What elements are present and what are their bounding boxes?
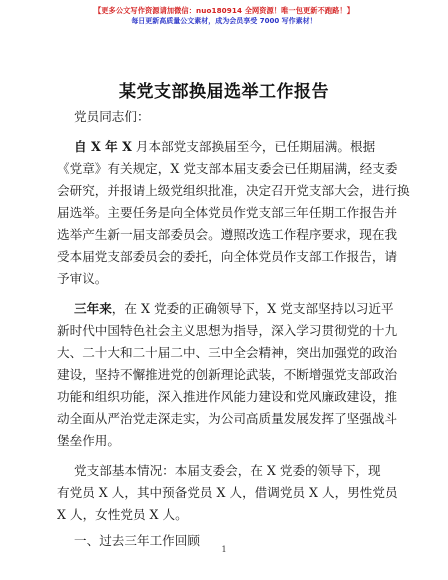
paragraph-1-line-5: 选举产生新一届支部委员会。遵照改选工作程序要求，现在我	[57, 227, 398, 242]
promo-banner-sub: 每日更新高质量公文素材，成为会员享受 7000 写作素材！	[131, 17, 317, 25]
paragraph-1-line-1-rest: 月本部党支部换届至今，已任期届满。根据	[131, 139, 376, 154]
paragraph-3-line-1: 党支部基本情况：本届支委会，在 X 党委的领导下，现	[74, 463, 381, 478]
paragraph-2-line-6: 动全面从严治党走深走实，为公司高质量发展发挥了坚强战斗	[57, 411, 398, 426]
paragraph-2-line-3: 大、二十大和二十届二中、三中全会精神，突出加强党的政治	[57, 345, 398, 360]
paragraph-1-line-3: 会研究，并报请上级党组织批准，决定召开党支部大会，进行换	[57, 183, 410, 198]
paragraph-3-line-3: X 人，女性党员 X 人。	[57, 507, 188, 522]
paragraph-1-line-1	[74, 141, 375, 154]
paragraph-1-lead: 自 X 年 X	[74, 139, 132, 154]
paragraph-2-line-2: 新时代中国特色社会主义思想为指导，深入学习贯彻党的十九	[57, 323, 398, 338]
paragraph-2-line-7: 堡垒作用。	[57, 433, 120, 448]
section-heading: 一、过去三年工作回顾	[74, 533, 200, 548]
paragraph-2-line-1-rest: ，在 X 党委的正确领导下，X 党支部坚持以习近平	[111, 301, 394, 316]
salutation: 党员同志们：	[74, 109, 150, 124]
paragraph-1-line-2: 《党章》有关规定，X 党支部本届支委会已任期届满，经支委	[57, 161, 398, 176]
paragraph-2-line-4: 建设，坚持不懈推进党的创新理论武装，不断增强党支部政治	[57, 367, 398, 382]
paragraph-1-line-4: 届选举。主要任务是向全体党员作党支部三年任期工作报告并	[57, 205, 398, 220]
paragraph-3-line-2: 有党员 X 人，其中预备党员 X 人，借调党员 X 人，男性党员	[57, 485, 398, 500]
paragraph-2-lead: 三年来	[74, 301, 112, 316]
paragraph-1-line-6: 受本届党支部委员会的委托，向全体党员作支部工作报告，请	[57, 249, 398, 264]
promo-banner-top: 【更多公文写作资源请加微信：nuo180914 全网资源！唯一包更新不跑路！】	[93, 6, 355, 15]
paragraph-2-line-5: 功能和组织功能，深入推进作风能力建设和党风廉政建设，推	[57, 389, 398, 404]
page-number: 1	[221, 545, 227, 554]
paragraph-2-line-1	[74, 303, 394, 316]
paragraph-1-line-7: 予审议。	[57, 271, 108, 286]
document-title: 某党支部换届选举工作报告	[119, 82, 329, 102]
